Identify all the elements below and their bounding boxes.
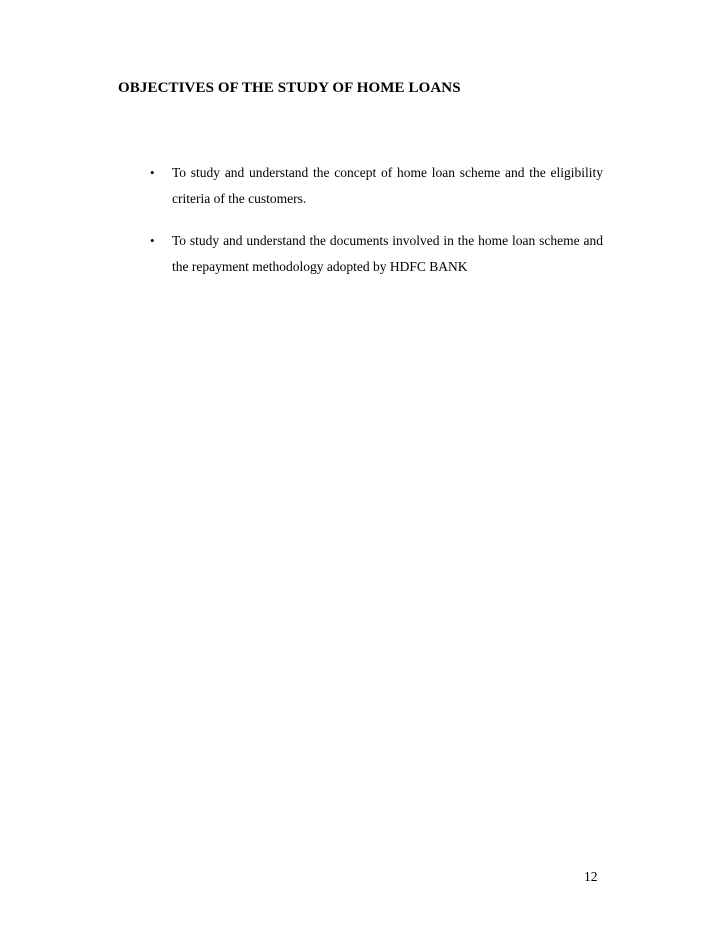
objectives-list	[148, 160, 603, 296]
bullet-icon: •	[150, 165, 155, 180]
objective-text: To study and understand the concept of home loan scheme and the eligibility criteria of the customers.	[172, 165, 603, 206]
objective-text: To study and understand the documents involved in the home loan scheme and the repayment methodology adopted by HDFC BANK	[172, 233, 603, 274]
page-number: 12	[584, 869, 598, 884]
objective-item	[148, 228, 603, 280]
bullet-icon: •	[150, 233, 155, 248]
section-heading: OBJECTIVES OF THE STUDY OF HOME LOANS	[118, 80, 461, 96]
objective-item	[148, 160, 603, 212]
